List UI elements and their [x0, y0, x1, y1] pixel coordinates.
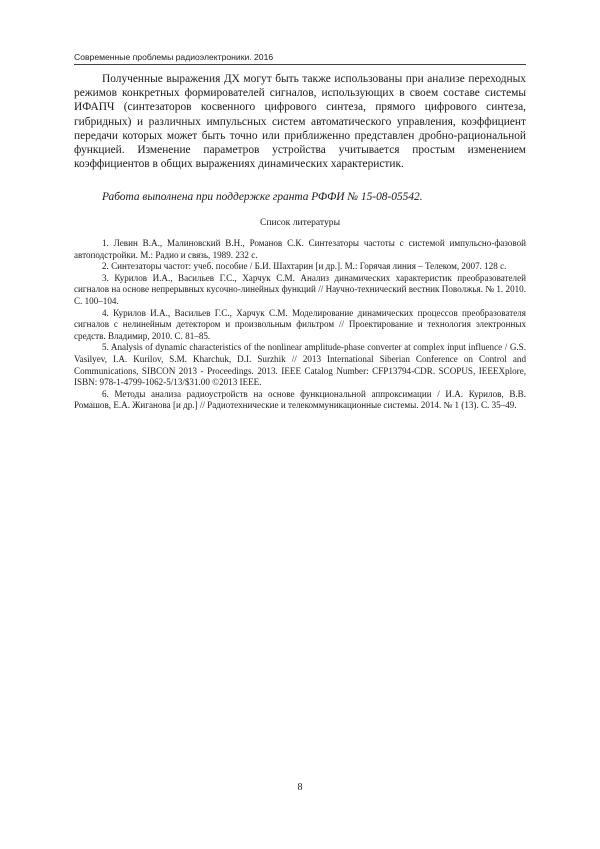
- reference-item: 2. Синтезаторы частот: учеб. пособие / Б.И. Шахтарин [и др.]. М.: Горячая линия – Телеком, 2007. 128 с.: [102, 261, 507, 272]
- reference-list: [74, 238, 526, 412]
- header-divider: [74, 64, 526, 65]
- page-number: 8: [297, 782, 303, 793]
- reference-item: 5. Analysis of dynamic characteristics of the nonlinear amplitude-phase converter at complex input influence / G.S. Vasilyev, I.A. Kurilov, S.M. Kharchuk, D.I. Surzhik // 2013 International Siberian Conference on Control and Communications, SIBCON 2013 - Proceedings. 2013. IEEE Catalog Number: CFP13794-CDR. SCOPUS, IEEEXplore, ISBN: 978-1-4799-1062-5/13/$31.00 ©2013 IEEE.: [74, 342, 526, 388]
- running-header: Современные проблемы радиоэлектроники. 2016: [74, 52, 274, 62]
- reference-item: 6. Методы анализа радиоустройств на основе функциональной аппроксимации / И.А. Курилов, В.В. Ромашов, Е.А. Жиганова [и др.] // Радиотехнические и телекоммуникационные системы. 2014. № 1 (13). С. 35–49.: [74, 388, 526, 411]
- grant-acknowledgement: Работа выполнена при поддержке гранта РФФИ № 15-08-05542.: [102, 191, 423, 203]
- reference-item: 4. Курилов И.А., Васильев Г.С., Харчук С.М. Моделирование динамических процессов преобразователя сигналов с нелинейным детектором и произвольным фильтром // Проектирование и технология электронных средств. Владимир, 2010. С. 81–85.: [74, 307, 526, 341]
- references-title: Список литературы: [259, 217, 341, 228]
- body-paragraph: Полученные выражения ДХ могут быть также использованы при анализе переходных режимов конкретных формирователей сигналов, использующих в своем составе системы ИФАПЧ (синтезаторов косвенного цифрового синтеза, прямого цифрового синтеза, гибридных) и различных импульсных систем автоматического управления, коэффициент передачи которых может быть точно или приближенно представлен дробно-рациональной функцией. Изменение параметров устройства учитывается простым изменением коэффициентов в общих выражениях динамических характеристик.: [74, 73, 526, 171]
- reference-item: 3. Курилов И.А., Васильев Г.С., Харчук С.М. Анализ динамических характеристик преобразователей сигналов на основе непрерывных кусочно-линейных функций // Научно-технический вестник Поволжья. № 1. 2010. С. 100–104.: [74, 272, 526, 306]
- reference-item: 1. Левин В.А., Малиновский В.Н., Романов С.К. Синтезаторы частоты с системой импульсно-фазовой автоподстройки. М.: Радио и связь, 1989. 232 с.: [74, 238, 526, 260]
